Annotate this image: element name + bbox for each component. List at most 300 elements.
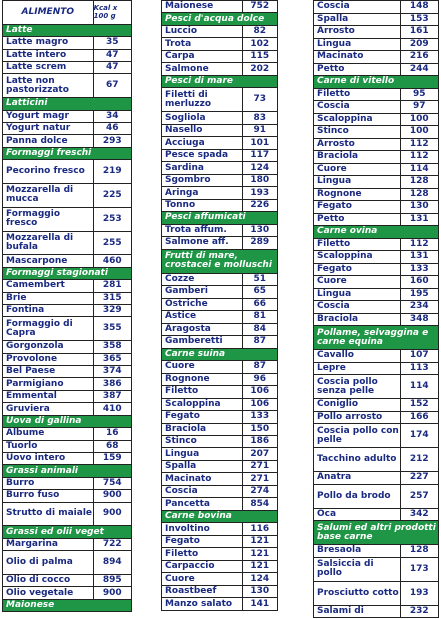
food-name: Lingua <box>317 176 352 187</box>
header-kcal-label: Kcal x 100 g <box>93 1 131 24</box>
table-row <box>314 301 438 314</box>
table-row <box>3 184 131 208</box>
kcal-value: 84 <box>242 324 277 335</box>
kcal-value: 752 <box>242 1 277 12</box>
category-header: Salumi ed altri prodotti base carne <box>314 521 438 545</box>
food-name: Coscia pollo senza pelle <box>317 376 378 396</box>
table-row <box>162 523 277 535</box>
food-name: Lingua <box>317 288 352 299</box>
table-row <box>162 548 277 560</box>
kcal-value: 113 <box>400 363 438 375</box>
table-row <box>3 255 131 267</box>
table-row <box>162 26 277 38</box>
table-row <box>162 175 277 187</box>
food-name: Bresaola <box>317 545 362 556</box>
kcal-value: 387 <box>93 391 131 402</box>
table-row <box>162 386 277 398</box>
food-name: Sgombro <box>165 175 211 186</box>
kcal-value: 114 <box>400 375 438 398</box>
food-name: Yogurt magr <box>6 110 69 121</box>
food-name: Anatra <box>317 472 352 483</box>
kcal-value: 121 <box>242 561 277 572</box>
kcal-value: 128 <box>400 545 438 557</box>
column-middle <box>161 0 278 611</box>
kcal-value: 180 <box>242 175 277 186</box>
kcal-value: 174 <box>400 424 438 447</box>
food-name: Cavallo <box>317 350 354 361</box>
kcal-value: 161 <box>400 26 438 38</box>
kcal-value: 329 <box>93 305 131 316</box>
food-name: Carpaccio <box>165 561 215 572</box>
food-name: Cuore <box>165 361 195 372</box>
kcal-value: 257 <box>400 485 438 508</box>
food-name: Arrosto <box>317 138 355 149</box>
category-header: Uova di gallina <box>3 416 131 428</box>
kcal-value: 895 <box>93 575 131 586</box>
table-row <box>162 448 277 460</box>
kcal-value: 410 <box>93 403 131 414</box>
table-row <box>3 391 131 403</box>
table-row <box>3 341 131 353</box>
kcal-value: 121 <box>242 548 277 559</box>
table-row <box>162 424 277 436</box>
table-row <box>314 472 438 485</box>
kcal-value: 386 <box>93 378 131 389</box>
kcal-value: 112 <box>400 139 438 151</box>
table-row <box>3 37 131 49</box>
category-header: Frutti di mare, crostacei e molluschi <box>162 250 277 274</box>
food-name: Fegato <box>165 411 200 422</box>
food-name: Rognone <box>317 188 362 199</box>
category-header: Latticini <box>3 98 131 110</box>
kcal-value: 374 <box>93 366 131 377</box>
food-name: Fegato <box>317 201 352 212</box>
table-row <box>162 112 277 124</box>
table-row <box>314 176 438 189</box>
kcal-value: 131 <box>400 251 438 263</box>
table-row <box>162 461 277 473</box>
kcal-value: 281 <box>93 280 131 291</box>
table-row <box>3 503 131 527</box>
kcal-value: 212 <box>400 448 438 471</box>
kcal-value: 193 <box>400 582 438 605</box>
food-name: Coscia <box>317 301 350 312</box>
food-name: Aragosta <box>165 323 211 334</box>
kcal-value: 225 <box>93 184 131 207</box>
food-name: Salmone aff. <box>165 237 229 248</box>
table-row <box>314 26 438 39</box>
table-row <box>314 239 438 252</box>
food-name: Latte intero <box>6 49 67 60</box>
food-name: Burro <box>6 477 35 488</box>
food-name: Pollo arrosto <box>317 411 383 422</box>
table-row <box>3 135 131 147</box>
kcal-value: 342 <box>400 509 438 521</box>
category-header: Maionese <box>3 600 131 611</box>
column-right <box>313 0 439 618</box>
food-name: Panna dolce <box>6 135 68 146</box>
table-row <box>314 424 438 448</box>
category-header: Carne suina <box>162 349 277 361</box>
kcal-value: 112 <box>400 239 438 251</box>
food-name: Manzo salato <box>165 598 233 609</box>
food-name: Trota <box>165 38 192 49</box>
table-row <box>162 486 277 498</box>
food-name: Lingua <box>317 38 352 49</box>
kcal-value: 83 <box>242 112 277 123</box>
food-name: Bel Paese <box>6 366 56 377</box>
category-header: Pollame, selvaggina e carne equina <box>314 326 438 350</box>
food-name: Stinco <box>165 436 197 447</box>
table-row <box>162 225 277 237</box>
kcal-value: 124 <box>242 573 277 584</box>
food-name: Tonno <box>165 200 196 210</box>
food-name: Latte screm <box>6 62 67 73</box>
kcal-value: 100 <box>400 114 438 126</box>
kcal-value: 114 <box>400 164 438 176</box>
category-header: Pesci affumicati <box>162 212 277 224</box>
kcal-value: 107 <box>400 350 438 362</box>
food-name: Braciola <box>317 151 359 162</box>
kcal-value: 150 <box>242 424 277 435</box>
kcal-value: 216 <box>400 51 438 63</box>
kcal-value: 112 <box>400 151 438 163</box>
food-name: Margarina <box>6 538 58 549</box>
food-name: Pecorino fresco <box>6 166 85 177</box>
table-row <box>3 111 131 123</box>
table-row <box>3 50 131 62</box>
food-name: Latte non pastorizzato <box>6 75 69 95</box>
kcal-value: 141 <box>242 598 277 609</box>
kcal-value: 166 <box>400 412 438 424</box>
food-name: Salmone <box>165 63 209 74</box>
table-row <box>162 38 277 50</box>
food-name: Filetto <box>317 88 351 99</box>
food-name: Salsiccia di pollo <box>317 559 374 578</box>
kcal-value: 195 <box>400 289 438 301</box>
kcal-value: 244 <box>400 64 438 76</box>
table-row <box>162 498 277 510</box>
table-row <box>162 536 277 548</box>
food-name: Formaggio fresco <box>6 209 61 229</box>
kcal-value: 106 <box>242 386 277 397</box>
food-name: Scaloppina <box>317 113 373 124</box>
kcal-value: 274 <box>242 486 277 497</box>
table-row <box>314 1 438 14</box>
table-row <box>162 399 277 411</box>
food-name: Formaggio di Capra <box>6 318 73 338</box>
kcal-value: 133 <box>400 264 438 276</box>
table-row <box>314 114 438 127</box>
table-row <box>162 137 277 149</box>
food-name: Nasello <box>165 125 203 136</box>
category-header: Pesci d'acqua dolce <box>162 13 277 25</box>
food-name: Filetto <box>317 238 351 249</box>
food-name: Acciuga <box>165 137 205 148</box>
food-name: Mozzarella di bufala <box>6 233 74 253</box>
kcal-value: 207 <box>242 448 277 459</box>
table-row <box>162 63 277 75</box>
food-name: Scaloppina <box>317 251 373 262</box>
food-name: Pancetta <box>165 498 210 509</box>
food-name: Tuorlo <box>6 440 38 451</box>
kcal-value: 358 <box>93 341 131 352</box>
kcal-value: 66 <box>242 299 277 310</box>
kcal-value: 722 <box>93 539 131 550</box>
table-row <box>162 411 277 423</box>
table-row <box>314 101 438 114</box>
table-row <box>314 448 438 472</box>
table-row <box>162 162 277 174</box>
table-row <box>162 361 277 373</box>
category-header: Formaggi stagionati <box>3 268 131 280</box>
table-row <box>3 403 131 415</box>
kcal-value: 46 <box>93 123 131 134</box>
table-row <box>162 573 277 585</box>
table-row <box>3 317 131 341</box>
food-name: Cozze <box>165 273 195 284</box>
food-name: Luccio <box>165 26 198 37</box>
table-row <box>3 587 131 599</box>
food-name: Coscia <box>317 101 350 112</box>
kcal-value: 106 <box>242 399 277 410</box>
food-name: Fegato <box>165 536 200 547</box>
table-row <box>162 200 277 212</box>
kcal-value: 226 <box>242 200 277 211</box>
table-row <box>162 598 277 609</box>
food-name: Parmigiano <box>6 378 64 389</box>
food-name: Olio di cocco <box>6 575 71 586</box>
food-name: Sardina <box>165 162 205 173</box>
kcal-value: 234 <box>400 301 438 313</box>
food-name: Mozzarella di mucca <box>6 185 74 205</box>
kcal-value: 16 <box>93 428 131 439</box>
kcal-value: 51 <box>242 274 277 285</box>
kcal-value: 35 <box>93 37 131 48</box>
table-row <box>162 51 277 63</box>
column-left <box>2 0 132 612</box>
kcal-value: 97 <box>400 101 438 113</box>
kcal-value: 91 <box>242 125 277 136</box>
table-row <box>314 89 438 102</box>
food-name: Scaloppina <box>165 398 221 409</box>
table-row <box>3 280 131 292</box>
table-row <box>3 490 131 502</box>
food-name: Ostriche <box>165 298 208 309</box>
food-name: Rognone <box>165 373 210 384</box>
kcal-value: 255 <box>93 232 131 255</box>
table-row <box>3 62 131 74</box>
table-row <box>314 51 438 64</box>
category-header: Grassi ed olii veget <box>3 526 131 538</box>
category-header: Latte <box>3 25 131 37</box>
food-name: Cuore <box>165 573 195 584</box>
kcal-value: 365 <box>93 354 131 365</box>
food-name: Sogliola <box>165 112 206 123</box>
table-row <box>3 160 131 184</box>
table-row <box>162 473 277 485</box>
food-name: Camembert <box>6 280 65 291</box>
kcal-value: 87 <box>242 361 277 372</box>
table-row <box>314 509 438 522</box>
food-name: Roastbeef <box>165 586 217 597</box>
kcal-value: 87 <box>242 336 277 347</box>
kcal-value: 124 <box>242 162 277 173</box>
table-row <box>314 39 438 52</box>
kcal-value: 152 <box>400 399 438 411</box>
table-row <box>162 324 277 336</box>
kcal-value: 81 <box>242 311 277 322</box>
food-name: Spalla <box>165 461 197 472</box>
header-food-label: ALIMENTO <box>21 6 75 17</box>
table-row <box>162 286 277 298</box>
table-row <box>162 187 277 199</box>
kcal-value: 116 <box>242 523 277 534</box>
table-row <box>162 561 277 573</box>
category-header: Carne bovina <box>162 511 277 523</box>
kcal-value: 73 <box>242 88 277 111</box>
food-name: Albume <box>6 428 45 439</box>
food-name: Yogurt natur <box>6 123 71 134</box>
kcal-value: 253 <box>93 208 131 231</box>
table-row <box>314 350 438 363</box>
food-name: Braciola <box>165 423 207 434</box>
kcal-value: 900 <box>93 503 131 526</box>
category-header: Carne di vitello <box>314 76 438 89</box>
table-row <box>3 232 131 256</box>
kcal-value: 34 <box>93 111 131 122</box>
food-name: Gamberi <box>165 286 208 297</box>
food-name: Trota affum. <box>165 224 227 235</box>
kcal-value: 348 <box>400 314 438 326</box>
table-row <box>3 428 131 440</box>
kcal-value: 131 <box>400 214 438 226</box>
table-row <box>314 289 438 302</box>
table-row <box>314 558 438 582</box>
table-row <box>314 64 438 77</box>
food-name: Involtino <box>165 523 210 534</box>
food-name: Strutto di maiale <box>6 508 93 519</box>
kcal-value: 82 <box>242 26 277 37</box>
kcal-value: 271 <box>242 473 277 484</box>
food-name: Gorgonzola <box>6 341 64 352</box>
table-row <box>3 293 131 305</box>
table-row <box>3 74 131 98</box>
table-row <box>314 276 438 289</box>
food-name: Tacchino adulto <box>317 454 397 464</box>
table-row <box>314 126 438 139</box>
food-name: Maionese <box>165 1 214 12</box>
category-header: Grassi animali <box>3 465 131 477</box>
food-name: Provolone <box>6 353 58 364</box>
food-name: Oca <box>317 508 337 519</box>
kcal-value: 121 <box>242 536 277 547</box>
food-name: Macinato <box>317 51 364 62</box>
table-row <box>162 274 277 286</box>
food-name: Gamberetti <box>165 336 223 347</box>
table-row <box>162 374 277 386</box>
table-row <box>3 551 131 575</box>
food-name: Coscia <box>165 486 198 497</box>
kcal-value: 900 <box>93 490 131 501</box>
kcal-value: 96 <box>242 374 277 385</box>
kcal-value: 159 <box>93 453 131 464</box>
food-name: Prosciutto cotto <box>317 587 399 598</box>
kcal-value: 289 <box>242 237 277 248</box>
kcal-value: 133 <box>242 411 277 422</box>
table-row <box>314 14 438 27</box>
table-row <box>314 189 438 202</box>
food-name: Lepre <box>317 362 346 373</box>
table-row <box>3 378 131 390</box>
table-row <box>314 314 438 327</box>
kcal-value: 128 <box>400 176 438 188</box>
kcal-value: 67 <box>93 74 131 97</box>
food-name: Gruviera <box>6 403 50 414</box>
table-row <box>314 545 438 558</box>
food-name: Cuore <box>317 163 347 174</box>
food-name: Olio vegetale <box>6 587 74 598</box>
food-name: Petto <box>317 63 345 74</box>
kcal-value: 173 <box>400 558 438 581</box>
food-name: Latte magro <box>6 37 69 48</box>
kcal-value: 65 <box>242 286 277 297</box>
food-name: Aringa <box>165 187 199 198</box>
category-header: Formaggi freschi <box>3 148 131 160</box>
kcal-value: 102 <box>242 38 277 49</box>
food-name: Macinato <box>165 473 212 484</box>
table-row <box>314 412 438 425</box>
table-row <box>314 485 438 509</box>
table-row <box>314 201 438 214</box>
kcal-value: 355 <box>93 317 131 340</box>
kcal-value: 148 <box>400 1 438 13</box>
kcal-value: 130 <box>400 201 438 213</box>
kcal-value: 900 <box>93 587 131 598</box>
table-row <box>162 1 277 13</box>
table-row <box>162 299 277 311</box>
table-row <box>162 336 277 348</box>
kcal-value: 100 <box>400 126 438 138</box>
food-name: Astice <box>165 311 197 322</box>
table-row <box>3 575 131 587</box>
table-row <box>3 208 131 232</box>
kcal-value: 227 <box>400 472 438 484</box>
table-row <box>162 237 277 249</box>
kcal-value: 117 <box>242 150 277 161</box>
kcal-value: 128 <box>400 189 438 201</box>
kcal-value: 315 <box>93 293 131 304</box>
table-row <box>314 399 438 412</box>
kcal-value: 754 <box>93 478 131 489</box>
food-name: Fontina <box>6 305 45 316</box>
table-row <box>3 453 131 465</box>
food-name: Coniglio <box>317 399 359 410</box>
table-row <box>162 150 277 162</box>
table-row <box>314 139 438 152</box>
food-name: Uovo intero <box>6 453 66 464</box>
food-name: Filetto <box>165 386 199 397</box>
kcal-value: 101 <box>242 137 277 148</box>
table-row <box>162 125 277 137</box>
table-row <box>314 164 438 177</box>
food-name: Braciola <box>317 313 359 324</box>
kcal-value: 219 <box>93 160 131 183</box>
kcal-value: 115 <box>242 51 277 62</box>
food-name: Carpa <box>165 51 195 62</box>
food-name: Emmental <box>6 391 57 402</box>
food-name: Olio di palma <box>6 557 73 568</box>
